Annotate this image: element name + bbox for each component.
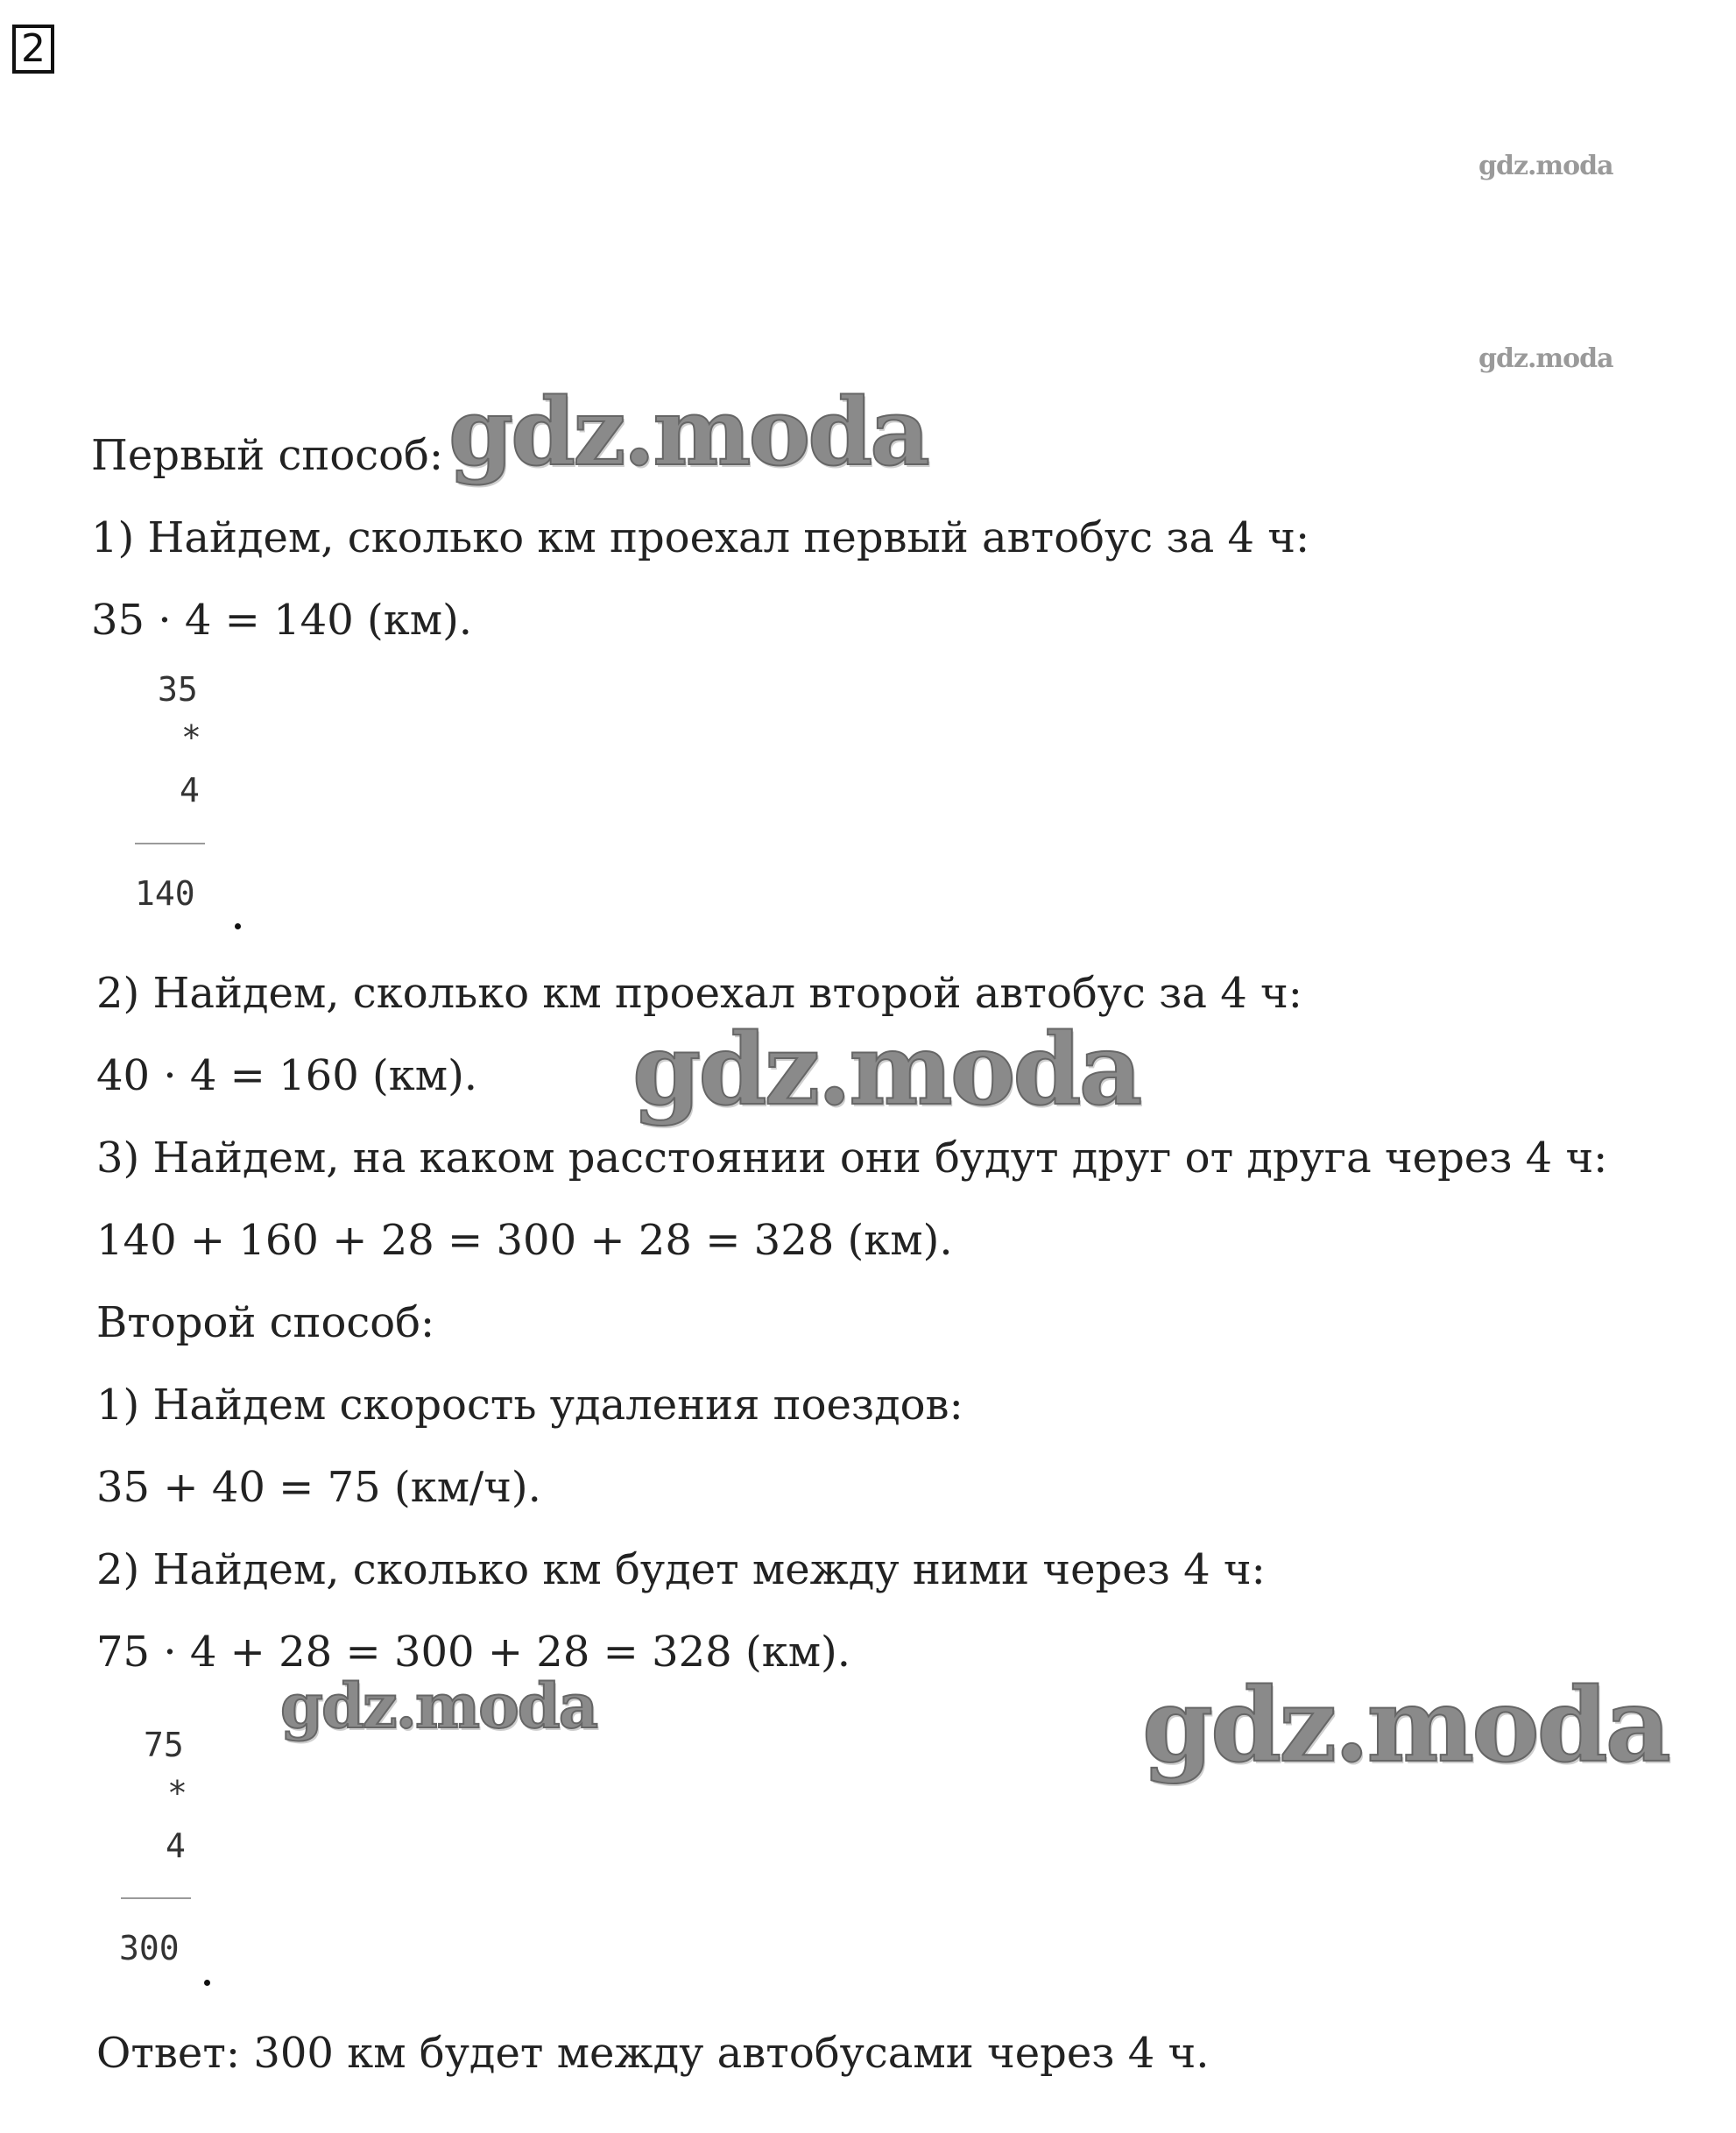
period-mark (204, 1980, 210, 1986)
step-text: 1) Найдем скорость удаления поездов: (96, 1381, 963, 1430)
column-calc-operator: * (167, 1774, 187, 1812)
watermark-logo: gdz.moda (1478, 343, 1613, 374)
watermark-logo: gdz.moda (632, 1013, 1140, 1127)
column-calc-bottom: 4 (166, 1826, 186, 1865)
column-calc-rule (121, 1897, 191, 1899)
watermark-logo: gdz.moda (1142, 1666, 1669, 1785)
step-text: 3) Найдем, на каком расстоянии они будут друг от друга через 4 ч: (96, 1134, 1608, 1183)
task-number-badge: 2 (12, 25, 54, 74)
method-one-heading: Первый способ: (91, 431, 444, 480)
step-text: 2) Найдем, сколько км проехал второй автобус за 4 ч: (96, 969, 1302, 1018)
column-calc-result: 140 (135, 874, 195, 913)
answer-text: Ответ: 300 км будет между автобусами через 4 ч. (96, 2029, 1210, 2078)
equation: 40 · 4 = 160 (км). (96, 1051, 478, 1100)
column-calc-rule (135, 843, 205, 844)
watermark-logo: gdz.moda (1478, 151, 1613, 181)
column-calc-top: 35 (158, 670, 198, 709)
equation: 75 · 4 + 28 = 300 + 28 = 328 (км). (96, 1628, 851, 1677)
method-two-heading: Второй способ: (96, 1298, 435, 1347)
step-text: 2) Найдем, сколько км будет между ними через 4 ч: (96, 1545, 1266, 1594)
equation: 35 + 40 = 75 (км/ч). (96, 1463, 541, 1512)
column-calc-top: 75 (144, 1726, 184, 1764)
period-mark (235, 923, 241, 929)
watermark-logo: gdz.moda (448, 377, 928, 486)
column-calc-bottom: 4 (180, 771, 200, 809)
watermark-logo: gdz.moda (280, 1670, 597, 1742)
step-text: 1) Найдем, сколько км проехал первый автобус за 4 ч: (91, 513, 1310, 562)
equation: 35 · 4 = 140 (км). (91, 596, 473, 645)
column-calc-operator: * (181, 718, 201, 757)
column-calc-result: 300 (119, 1929, 180, 1967)
equation: 140 + 160 + 28 = 300 + 28 = 328 (км). (96, 1216, 953, 1265)
